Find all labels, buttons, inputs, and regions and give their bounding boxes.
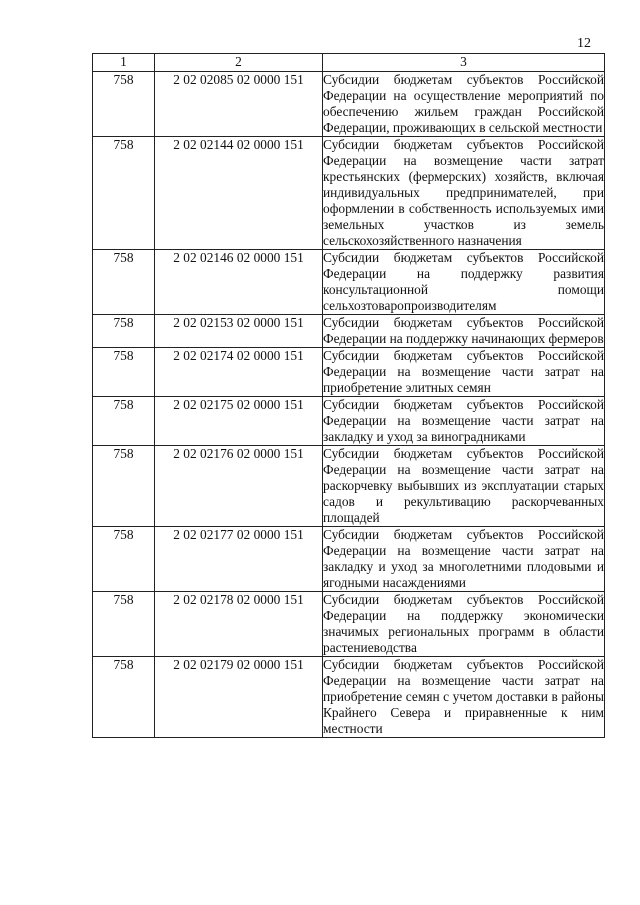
admin-code-cell: 758 [93, 397, 155, 446]
table-row [93, 446, 605, 527]
table-row [93, 72, 605, 137]
income-name-cell: Субсидии бюджетам субъектов Российской Федерации на возмещение части затрат на приобретение семян с учетом доставки в районы Крайнего Севера и приравненные к ним местности [323, 657, 604, 736]
table-row [93, 315, 605, 348]
table-row [93, 397, 605, 446]
budget-code-cell: 2 02 02177 02 0000 151 [155, 527, 323, 592]
income-name-cell: Субсидии бюджетам субъектов Российской Федерации на возмещение части затрат на закладку и уход за многолетними плодовыми и ягодными насаждениями [323, 527, 604, 590]
admin-code-cell: 758 [93, 315, 155, 348]
budget-code-cell: 2 02 02178 02 0000 151 [155, 592, 323, 657]
budget-code-cell: 2 02 02085 02 0000 151 [155, 72, 323, 137]
budget-codes-table [92, 53, 605, 738]
income-name-cell: Субсидии бюджетам субъектов Российской Федерации на возмещение части затрат на приобретение элитных семян [323, 348, 604, 395]
column-header-3: 3 [323, 54, 605, 72]
table-row [93, 348, 605, 397]
income-name-cell: Субсидии бюджетам субъектов Российской Федерации на возмещение части затрат на закладку и уход за виноградниками [323, 397, 604, 444]
income-name-cell: Субсидии бюджетам субъектов Российской Федерации на поддержку начинающих фермеров [323, 315, 604, 346]
admin-code-cell: 758 [93, 592, 155, 657]
income-name-cell: Субсидии бюджетам субъектов Российской Федерации на возмещение части затрат крестьянских (фермерских) хозяйств, включая индивидуальных предпринимателей, при оформлении в собственность используемых ими земельных участков из земель сельскохозяйственного назначения [323, 137, 604, 248]
budget-code-cell: 2 02 02176 02 0000 151 [155, 446, 323, 527]
income-name-cell: Субсидии бюджетам субъектов Российской Федерации на возмещение части затрат на раскорчевку выбывших из эксплуатации старых садов и рекультивацию раскорчеванных площадей [323, 446, 604, 525]
admin-code-cell: 758 [93, 137, 155, 250]
table-row [93, 592, 605, 657]
admin-code-cell: 758 [93, 348, 155, 397]
table-row [93, 527, 605, 592]
income-name-cell: Субсидии бюджетам субъектов Российской Федерации на осуществление мероприятий по обеспечению жильем граждан Российской Федерации, проживающих в сельской местности [323, 72, 604, 135]
table-row [93, 250, 605, 315]
budget-code-cell: 2 02 02174 02 0000 151 [155, 348, 323, 397]
income-name-cell: Субсидии бюджетам субъектов Российской Федерации на поддержку экономически значимых региональных программ в области растениеводства [323, 592, 604, 655]
table-row [93, 137, 605, 250]
income-name-cell: Субсидии бюджетам субъектов Российской Федерации на поддержку развития консультационной помощи сельхозтоваропроизводителям [323, 250, 604, 313]
page-number: 12 [577, 36, 591, 51]
budget-code-cell: 2 02 02146 02 0000 151 [155, 250, 323, 315]
admin-code-cell: 758 [93, 446, 155, 527]
table-header-row [93, 54, 605, 72]
table-row [93, 657, 605, 738]
admin-code-cell: 758 [93, 657, 155, 738]
budget-code-cell: 2 02 02144 02 0000 151 [155, 137, 323, 250]
column-header-2: 2 [155, 54, 323, 72]
admin-code-cell: 758 [93, 250, 155, 315]
budget-code-cell: 2 02 02179 02 0000 151 [155, 657, 323, 738]
budget-code-cell: 2 02 02175 02 0000 151 [155, 397, 323, 446]
admin-code-cell: 758 [93, 72, 155, 137]
admin-code-cell: 758 [93, 527, 155, 592]
column-header-1: 1 [93, 54, 155, 72]
budget-code-cell: 2 02 02153 02 0000 151 [155, 315, 323, 348]
